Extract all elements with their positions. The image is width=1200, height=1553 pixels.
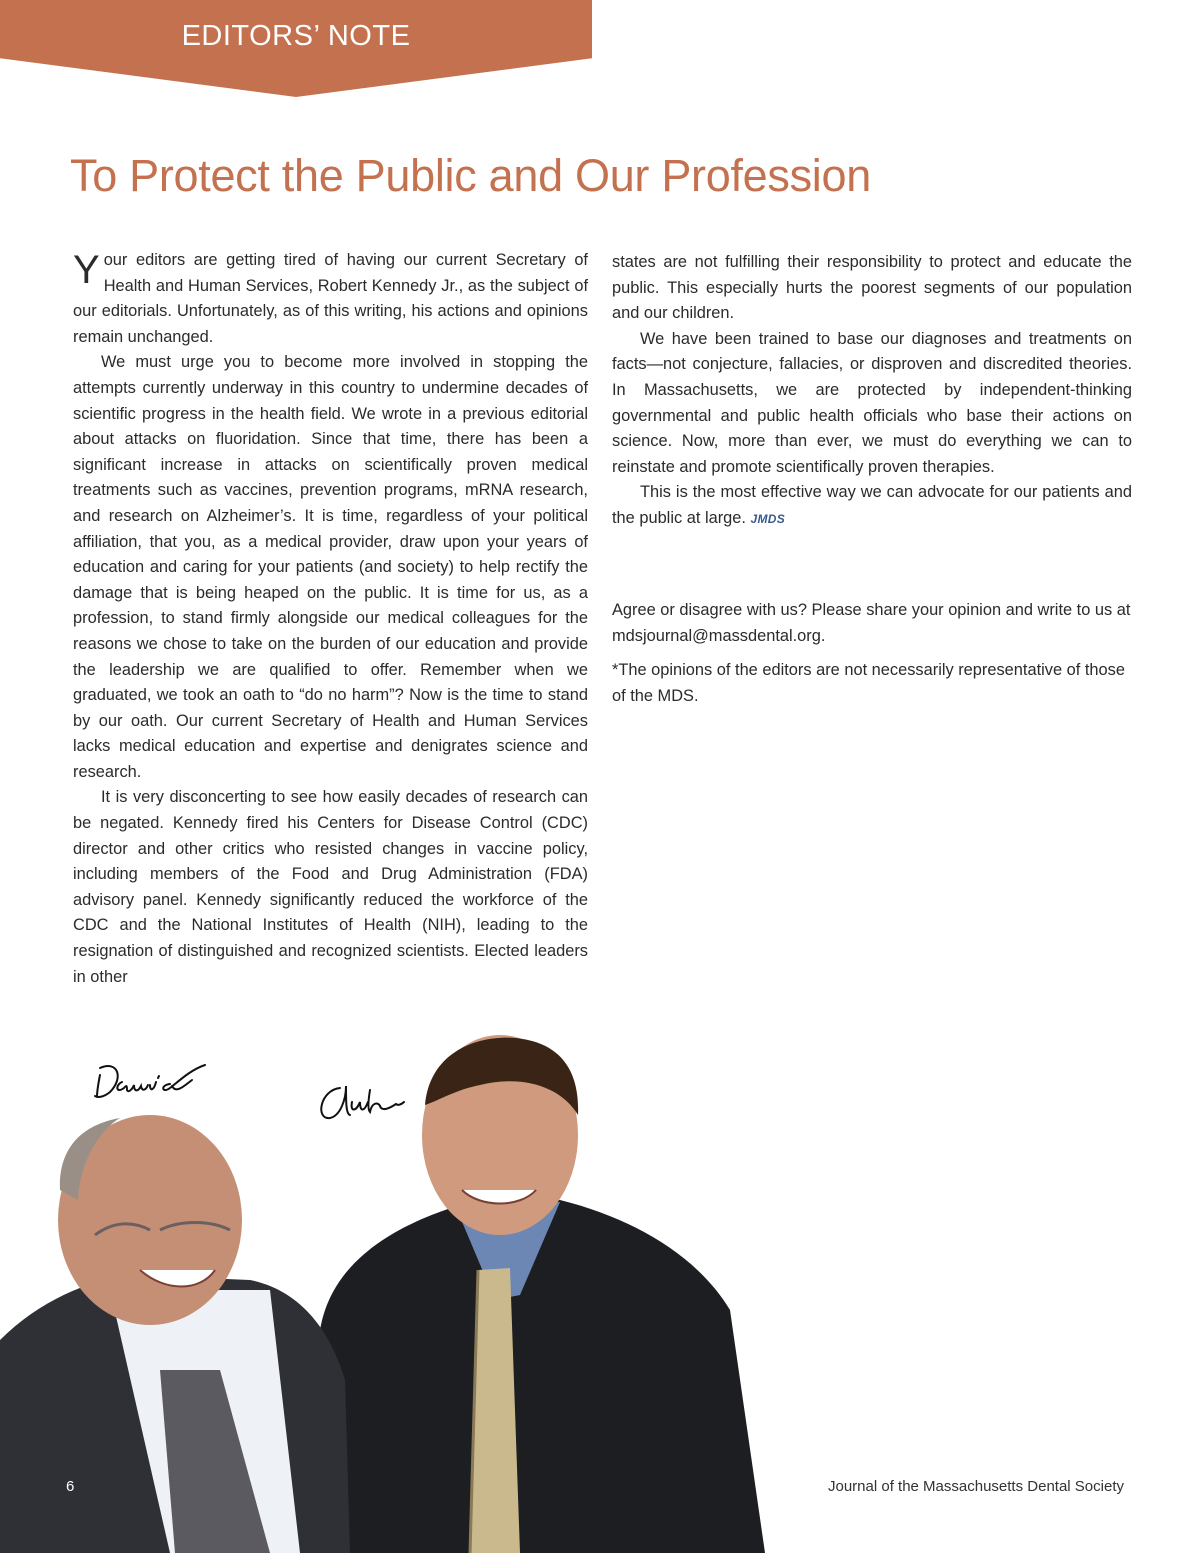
disclaimer: *The opinions of the editors are not necessarily representative of those of the MDS. (612, 661, 1125, 705)
paragraph-4: states are not fulfilling their responsibility to protect and educate the public. This especially hurts the poorest segments of our population and our children. (612, 253, 1132, 323)
editor-left (0, 1115, 350, 1553)
paragraph-1 (73, 248, 588, 350)
drop-cap: Y (73, 248, 100, 292)
paragraph-2: We must urge you to become more involved in stopping the attempts currently underway in this country to undermine decades of scientific progress in the health field. We wrote in a previous editorial about attacks on fluoridation. Since that time, there has been a significant increase in attacks on scientifically proven medical treatments such as vaccines, prevention programs, mRNA research, and research on Alzheimer’s. It is time, regardless of your political affiliation, that you, as a medical provider, draw upon your years of education and caring for your patients (and society) to help rectify the damage that is being heaped on the public. It is time for us, as a profession, to stand firmly alongside our medical colleagues for the reasons we chose to take on the burden of our education and provide the leadership we are qualified to offer. Remember when we graduated, we took an oath to “do no harm”? Now is the time to stand by our oath. Our current Secretary of Health and Human Services lacks medical education and expertise and denigrates science and research. (73, 353, 588, 781)
section-label: EDITORS’ NOTE (181, 20, 411, 52)
paragraph-6 (612, 480, 1132, 532)
page-number: 6 (66, 1478, 75, 1495)
editor-right (320, 1035, 765, 1553)
contact-note: Agree or disagree with us? Please share your opinion and write to us at mdsjournal@massdental.org. (612, 601, 1131, 645)
left-column (73, 248, 588, 990)
end-mark: JMDS (750, 511, 786, 526)
signature-left (95, 1065, 205, 1097)
right-column (612, 250, 1132, 533)
paragraph-1-text: our editors are getting tired of having our current Secretary of Health and Human Services, Robert Kennedy Jr., as the subject of our editorials. Unfortunately, as of this writing, his actions and opinions remain unchanged. (73, 251, 588, 346)
paragraph-3: It is very disconcerting to see how easily decades of research can be negated. Kennedy fired his Centers for Disease Control (CDC) director and other critics who resisted changes in vaccine policy, including members of the Food and Drug Administration (FDA) advisory panel. Kennedy significantly reduced the workforce of the CDC and the National Institutes of Health (NIH), leading to the resignation of distinguished and recognized scientists. Elected leaders in other (73, 788, 588, 986)
editors-photo (0, 1030, 790, 1553)
signature-right (321, 1086, 404, 1118)
paragraph-5: We have been trained to base our diagnoses and treatments on facts—not conjecture, fallacies, or disproven and discredited theories. In Massachusetts, we are protected by independent-thinking governmental and public health officials who base their actions on science. Now, more than ever, we must do everything we can to reinstate and promote scientifically proven therapies. (612, 329, 1132, 476)
article-title: To Protect the Public and Our Profession (70, 150, 871, 201)
paragraph-6-text: This is the most effective way we can advocate for our patients and the public at large. (612, 483, 1132, 527)
journal-name: Journal of the Massachusetts Dental Society (828, 1478, 1124, 1495)
